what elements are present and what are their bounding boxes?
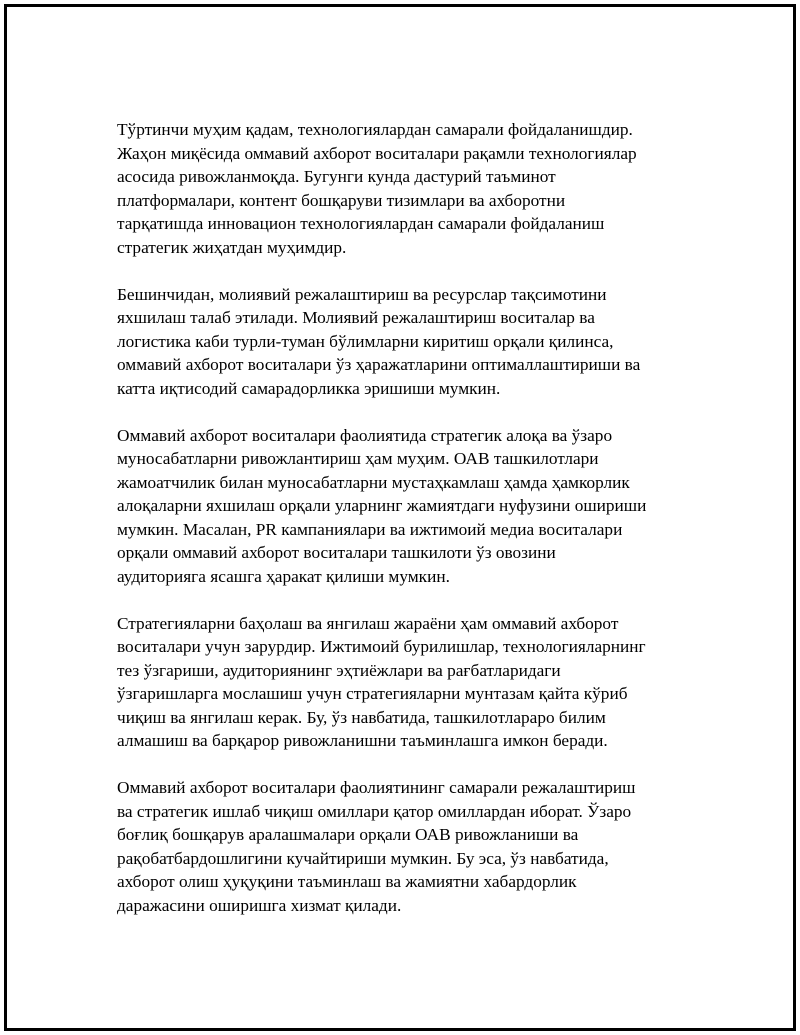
text-line: Жаҳон миқёсида оммавий ахборот воситалари рақамли технологиялар	[117, 143, 637, 163]
text-line: жамоатчилик билан муносабатларни мустаҳкамлаш ҳамда ҳамкорлик	[117, 472, 630, 492]
paragraph-3	[117, 424, 717, 589]
text-line: Оммавий ахборот воситалари фаолиятининг самарали режалаштириш	[117, 778, 636, 797]
text-line: асосида ривожланмоқда. Бугунги кунда дастурий таъминот	[117, 167, 556, 186]
paragraph-2	[117, 283, 717, 401]
text-line: алмашиш ва барқарор ривожланишни таъминлашга имкон беради.	[117, 731, 608, 750]
text-line: стратегик жиҳатдан муҳимдир.	[117, 237, 347, 257]
text-line: даражасини оширишга хизмат қилади.	[117, 895, 402, 915]
text-line: оммавий ахборот воситалари ўз ҳаражатларини оптималлаштириши ва	[117, 355, 641, 374]
text-line: рақобатбардошлигини кучайтириши мумкин. Бу эса, ўз навбатида,	[117, 848, 609, 868]
text-line: Бешинчидан, молиявий режалаштириш ва ресурслар тақсимотини	[117, 284, 607, 304]
text-line: катта иқтисодий самарадорликка эришиши мумкин.	[117, 378, 501, 398]
text-line: логистика каби турли-туман бўлимларни киритиш орқали қилинса,	[117, 331, 614, 351]
text-line: ахборот олиш ҳуқуқини таъминлаш ва жамиятни хабардорлик	[117, 872, 577, 891]
text-line: мумкин. Масалан, PR кампаниялари ва ижтимоий медиа воситалари	[117, 519, 623, 539]
text-line: чиқиш ва янгилаш керак. Бу, ўз навбатида, ташкилотлараро билим	[117, 707, 606, 727]
text-line: тез ўзгариши, аудиториянинг эҳтиёжлари ва рағбатларидаги	[117, 660, 561, 680]
text-line: алоқаларни яхшилаш орқали уларнинг жамиятдаги нуфузини ошириши	[117, 496, 647, 515]
text-line: воситалари учун зарурдир. Ижтимоий бурилишлар, технологияларнинг	[117, 637, 646, 656]
text-line: муносабатларни ривожлантириш ҳам муҳим. ОАВ ташкилотлари	[117, 449, 599, 468]
text-line: платформалари, контент бошқаруви тизимлари ва ахборотни	[117, 190, 566, 210]
document-body	[117, 118, 717, 941]
text-line: Оммавий ахборот воситалари фаолиятида стратегик алоқа ва ўзаро	[117, 425, 613, 445]
paragraph-1	[117, 118, 717, 259]
text-line: орқали оммавий ахборот воситалари ташкилоти ўз овозини	[117, 543, 556, 562]
text-line: тарқатишда инновацион технологиялардан самарали фойдаланиш	[117, 214, 605, 233]
text-line: аудиторияга ясашга ҳаракат қилиши мумкин.	[117, 566, 450, 586]
text-line: ўзгаришларга мослашиш учун стратегияларни мунтазам қайта кўриб	[117, 684, 628, 703]
text-line: яхшилаш талаб этилади. Молиявий режалаштириш воситалар ва	[117, 308, 595, 327]
text-line: ва стратегик ишлаб чиқиш омиллари қатор омиллардан иборат. Ўзаро	[117, 801, 632, 821]
paragraph-4	[117, 612, 717, 753]
paragraph-5	[117, 776, 717, 917]
text-line: боғлиқ бошқарув аралашмалари орқали ОАВ ривожланиши ва	[117, 825, 579, 844]
text-line: Стратегияларни баҳолаш ва янгилаш жараёни ҳам оммавий ахборот	[117, 613, 619, 633]
text-line: Тўртинчи муҳим қадам, технологиялардан самарали фойдаланишдир.	[117, 120, 633, 139]
